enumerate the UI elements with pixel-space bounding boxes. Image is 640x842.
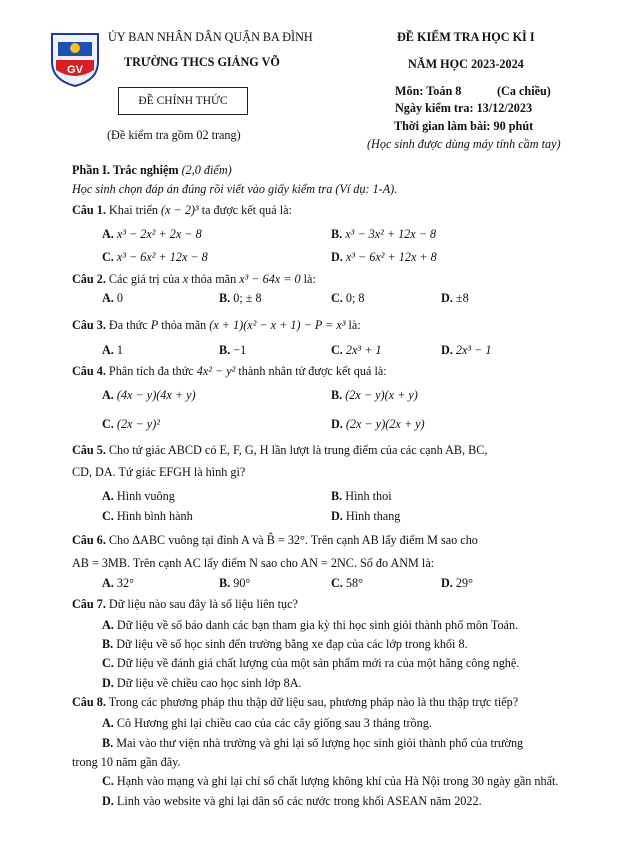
question-4 [72, 364, 387, 379]
option-c[interactable] [102, 656, 519, 671]
option-label: D. [102, 676, 114, 690]
option-c[interactable] [102, 417, 160, 432]
question-6-line2: AB = 3MB. Trên cạnh AC lấy điểm N sao cho AN = 2NC. Số đo ANM là: [72, 556, 435, 570]
question-text: Trong các phương pháp thu thập dữ liệu sau, phương pháp nào là thu thập trực tiếp? [108, 695, 519, 709]
option-label: B. [102, 736, 114, 750]
math-expression: (x + 1)(x² − x + 1) − P = x³ [209, 318, 346, 332]
question-text: Khai triển [108, 203, 158, 217]
option-text: x³ − 3x² + 12x − 8 [345, 227, 437, 241]
option-text: 90° [233, 576, 251, 590]
question-1 [72, 203, 292, 218]
question-text: là: [348, 318, 361, 332]
option-a[interactable] [102, 576, 134, 591]
question-text: Đa thức [108, 318, 148, 332]
option-text: ±8 [455, 291, 469, 305]
option-label: B. [331, 489, 343, 503]
option-text: (2x − y)(2x + y) [345, 417, 425, 431]
option-text: Hình thoi [345, 489, 392, 503]
exam-title: ĐỀ KIỂM TRA HỌC KÌ I [397, 30, 535, 44]
question-number: Câu 5. [72, 443, 106, 457]
math-expression: x³ − 64x = 0 [239, 272, 301, 286]
school-logo [48, 30, 102, 88]
option-label: C. [102, 509, 114, 523]
option-a[interactable] [102, 343, 123, 358]
question-5-line2: CD, DA. Tứ giác EFGH là hình gì? [72, 465, 246, 479]
option-label: D. [441, 576, 453, 590]
question-number: Câu 2. [72, 272, 106, 286]
option-text: 29° [455, 576, 473, 590]
option-label: C. [102, 417, 114, 431]
option-label: D. [331, 250, 343, 264]
option-text: 2x³ − 1 [455, 343, 492, 357]
option-text: x³ − 2x² + 2x − 8 [116, 227, 202, 241]
option-label: A. [102, 291, 114, 305]
part1-instruction: Học sinh chọn đáp án đúng rồi viết vào giấy kiểm tra (Ví dụ: 1-A). [72, 182, 398, 196]
question-8 [72, 695, 518, 710]
option-label: A. [102, 388, 114, 402]
option-label: A. [102, 343, 114, 357]
exam-duration: Thời gian làm bài: 90 phút [394, 119, 534, 133]
option-label: D. [441, 343, 453, 357]
option-d[interactable] [441, 576, 473, 591]
session: (Ca chiều) [497, 84, 551, 98]
option-d[interactable] [331, 509, 400, 524]
question-number: Câu 1. [72, 203, 106, 217]
option-label: B. [219, 291, 231, 305]
option-label: A. [102, 716, 114, 730]
option-text: Cô Hương ghi lại chiều cao của các cây giống sau 3 tháng trồng. [116, 716, 432, 730]
question-text: thành nhân tử được kết quả là: [238, 364, 387, 378]
option-text: (4x − y)(4x + y) [116, 388, 196, 402]
part1-title: Phần I. Trắc nghiệm [72, 163, 179, 177]
option-c[interactable] [331, 576, 363, 591]
option-text: Dữ liệu về số học sinh đến trường bằng xe đạp của các lớp trong khối 8. [116, 637, 468, 651]
pages-note: (Đề kiểm tra gồm 02 trang) [107, 128, 241, 142]
option-text: x³ − 6x² + 12x + 8 [345, 250, 437, 264]
math-variable: x [182, 272, 189, 286]
question-text: Các giá trị của [108, 272, 180, 286]
option-label: C. [102, 250, 114, 264]
option-label: C. [331, 576, 343, 590]
option-text: x³ − 6x² + 12x − 8 [116, 250, 208, 264]
option-b-continued: trong 10 năm gần đây. [72, 755, 181, 769]
option-label: C. [331, 343, 343, 357]
option-d[interactable] [331, 250, 437, 265]
option-text: 0 [116, 291, 123, 305]
question-number: Câu 6. [72, 533, 106, 547]
option-a[interactable] [102, 489, 175, 504]
question-number: Câu 4. [72, 364, 106, 378]
subject: Môn: Toán 8 [395, 84, 462, 98]
math-expression: 4x² − y² [196, 364, 236, 378]
option-b[interactable] [219, 291, 262, 306]
option-label: B. [219, 576, 231, 590]
option-a[interactable] [102, 618, 518, 633]
part1-points: (2,0 điểm) [181, 163, 232, 177]
option-text: 0; 8 [345, 291, 365, 305]
option-c[interactable] [331, 291, 365, 306]
option-text: (2x − y)² [116, 417, 160, 431]
option-text: 0; ± 8 [233, 291, 262, 305]
option-label: B. [102, 637, 114, 651]
option-label: B. [219, 343, 231, 357]
option-label: D. [331, 417, 343, 431]
option-b[interactable] [331, 227, 436, 242]
option-text: Hình bình hành [116, 509, 193, 523]
question-text: thỏa mãn [161, 318, 207, 332]
question-5 [72, 443, 487, 458]
option-b[interactable] [331, 489, 392, 504]
question-3 [72, 318, 361, 333]
option-label: D. [441, 291, 453, 305]
option-c[interactable] [331, 343, 381, 358]
option-text: Dữ liệu về chiều cao học sinh lớp 8A. [116, 676, 302, 690]
question-text: Phân tích đa thức [108, 364, 194, 378]
option-text: 2x³ + 1 [345, 343, 382, 357]
option-d[interactable] [441, 291, 469, 306]
part1-heading [72, 163, 232, 178]
option-label: A. [102, 576, 114, 590]
option-text: Hạnh vào mạng và ghi lại chỉ số chất lượng không khí của Hà Nội trong 30 ngày gần nhất. [116, 774, 559, 788]
option-text: 58° [345, 576, 363, 590]
option-b[interactable] [219, 343, 246, 358]
school-year: NĂM HỌC 2023-2024 [408, 57, 524, 71]
option-text: −1 [233, 343, 247, 357]
question-text: Cho tứ giác ABCD có E, F, G, H lần lượt là trung điểm của các cạnh AB, BC, [108, 443, 488, 457]
option-a[interactable] [102, 388, 196, 403]
option-d[interactable] [102, 794, 482, 809]
question-2 [72, 272, 316, 287]
option-text: Hình vuông [116, 489, 175, 503]
option-text: 32° [116, 576, 134, 590]
option-d[interactable] [441, 343, 491, 358]
option-c[interactable] [102, 509, 193, 524]
question-number: Câu 7. [72, 597, 106, 611]
question-6 [72, 533, 478, 548]
math-expression: (x − 2)³ [161, 203, 199, 217]
calculator-note: (Học sinh được dùng máy tính cầm tay) [367, 137, 561, 151]
option-c[interactable] [102, 774, 558, 789]
option-a[interactable] [102, 291, 123, 306]
option-text: Hình thang [345, 509, 401, 523]
option-text: 1 [116, 343, 123, 357]
official-stamp: ĐỀ CHÍNH THỨC [118, 87, 248, 115]
question-text: Dữ liệu nào sau đây là số liệu liên tục? [108, 597, 298, 611]
authority-name: ỦY BAN NHÂN DÂN QUẬN BA ĐÌNH [108, 30, 313, 44]
option-b[interactable] [331, 388, 418, 403]
math-variable: P [150, 318, 159, 332]
option-label: C. [102, 774, 114, 788]
option-label: D. [102, 794, 114, 808]
option-label: D. [331, 509, 343, 523]
option-text: Dữ liệu về số báo danh các bạn tham gia kỳ thi học sinh giỏi thành phố môn Toán. [116, 618, 519, 632]
svg-text:GV: GV [67, 64, 83, 76]
option-a[interactable] [102, 227, 202, 242]
option-text: Mai vào thư viện nhà trường và ghi lại số lượng học sinh giỏi thành phố của trường [116, 736, 524, 750]
option-d[interactable] [102, 676, 302, 691]
option-b[interactable] [219, 576, 250, 591]
option-a[interactable] [102, 716, 432, 731]
question-number: Câu 8. [72, 695, 106, 709]
exam-date: Ngày kiểm tra: 13/12/2023 [395, 101, 533, 115]
question-text: Cho ΔABC vuông tại đỉnh A và B̂ = 32°. Trên cạnh AB lấy điểm M sao cho [108, 533, 478, 547]
option-label: A. [102, 618, 114, 632]
option-label: C. [331, 291, 343, 305]
option-d[interactable] [331, 417, 425, 432]
option-label: A. [102, 227, 114, 241]
option-label: B. [331, 227, 343, 241]
question-text: thỏa mãn [191, 272, 237, 286]
option-label: A. [102, 489, 114, 503]
option-text: Linh vào website và ghi lại dân số các nước trong khối ASEAN năm 2022. [116, 794, 482, 808]
option-text: (2x − y)(x + y) [345, 388, 418, 402]
question-text: ta được kết quả là: [201, 203, 292, 217]
option-label: C. [102, 656, 114, 670]
option-c[interactable] [102, 250, 208, 265]
option-b[interactable] [102, 637, 468, 652]
option-label: B. [331, 388, 343, 402]
question-number: Câu 3. [72, 318, 106, 332]
option-text: Dữ liệu về đánh giá chất lượng của một sản phẩm mới ra của một hãng công nghệ. [116, 656, 520, 670]
school-name: TRƯỜNG THCS GIẢNG VÕ [124, 55, 280, 69]
question-7 [72, 597, 298, 612]
question-text: là: [303, 272, 316, 286]
option-b[interactable] [102, 736, 523, 751]
